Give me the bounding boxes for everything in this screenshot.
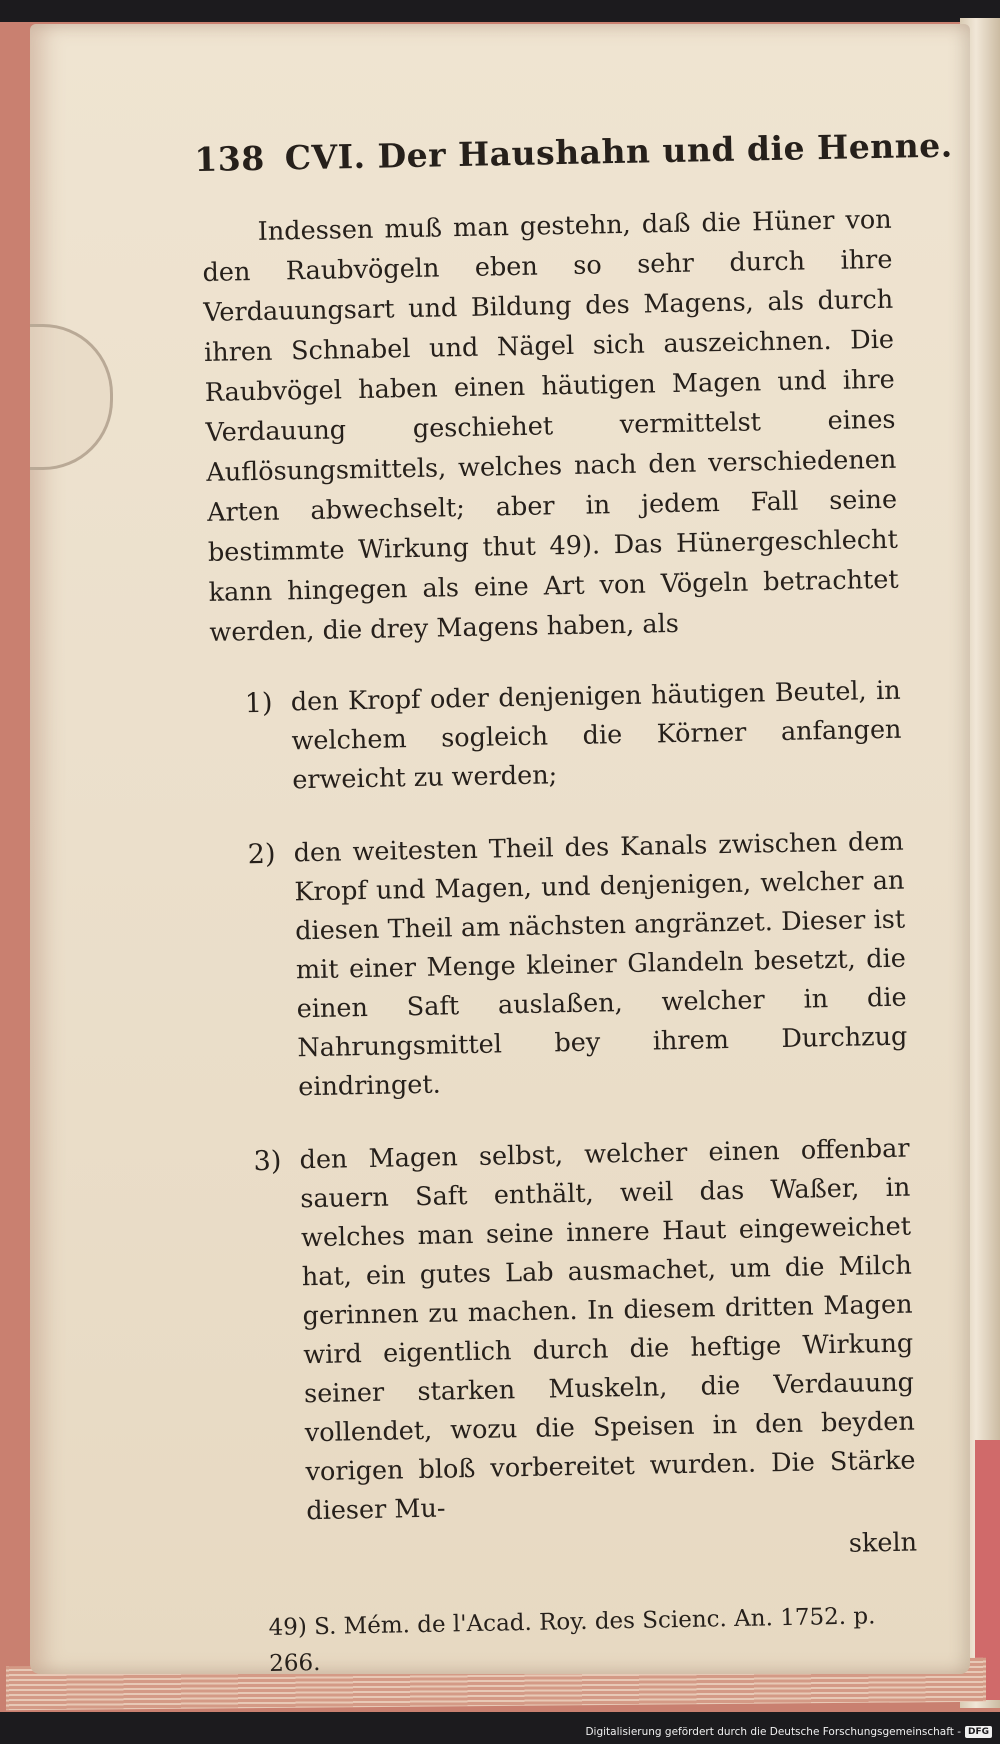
intro-paragraph: Indessen muß man gestehn, daß die Hüner von den Raubvögeln eben so sehr durch ihre Verdauungsart und Bildung des Magens, als durch ihren Schnabel und Nägel sich auszeichnen. Die Raubvögel haben einen häutigen Magen und ihre Verdauung geschiehet vermittelst eines Auflösungsmittels, welches nach den verschiedenen Arten abwechselt; aber in jedem Fall seine bestimmte Wirkung thut 49). Das Hünergeschlecht kann hingegen als eine Art von Vögeln betrachtet werden, die drey Magens haben, als xyxy=(202,204,899,648)
dfg-logo: DFG xyxy=(965,1726,992,1738)
list-marker: 3) xyxy=(253,1145,282,1178)
list-item-text: den Kropf oder denjenigen häutigen Beutel, in welchem sogleich die Körner anfangen erweicht zu werden; xyxy=(290,675,902,796)
list-item-text: den Magen selbst, welcher einen offenbar sauern Saft enthält, weil das Waßer, in welches man seine innere Haut eingeweichet hat, ein gutes Lab ausmachet, um die Milch gerinnen zu machen. In diesem dritten Magen wird eigentlich durch die heftige Wirkung seiner starken Muskeln, die Verdauung vollendet, wozu die Speisen in den beyden vorigen bloß vorbereitet wurden. Die Stärke dieser Mu- xyxy=(299,1133,916,1527)
list-item xyxy=(247,823,908,1108)
list-item xyxy=(253,1130,916,1532)
page-tab-marker xyxy=(30,324,113,470)
digitization-credit xyxy=(585,1726,992,1738)
stomach-list xyxy=(210,672,916,1533)
list-marker: 2) xyxy=(247,838,276,871)
page-text-area xyxy=(194,125,954,1683)
list-marker: 1) xyxy=(244,687,273,720)
credit-text: Digitalisierung gefördert durch die Deutsche Forschungsgemeinschaft - xyxy=(585,1726,961,1738)
footnote: 49) S. Mém. de l'Acad. Roy. des Scienc. An. 1752. p. 266. xyxy=(268,1603,876,1677)
chapter-title: CVI. Der Haushahn und die Henne. xyxy=(284,125,954,178)
page-number: 138 xyxy=(194,138,266,180)
catchword: skeln xyxy=(848,1527,918,1559)
list-item xyxy=(244,672,902,801)
list-item-text: den weitesten Theil des Kanals zwischen dem Kropf und Magen, und denjenigen, welcher an diesen Theil am nächsten angränzet. Dieser ist mit einer Menge kleiner Glandeln besetzt, die einen Saft auslaßen, welcher in die Nahrungsmittel bey ihrem Durchzug eindringet. xyxy=(293,826,908,1103)
